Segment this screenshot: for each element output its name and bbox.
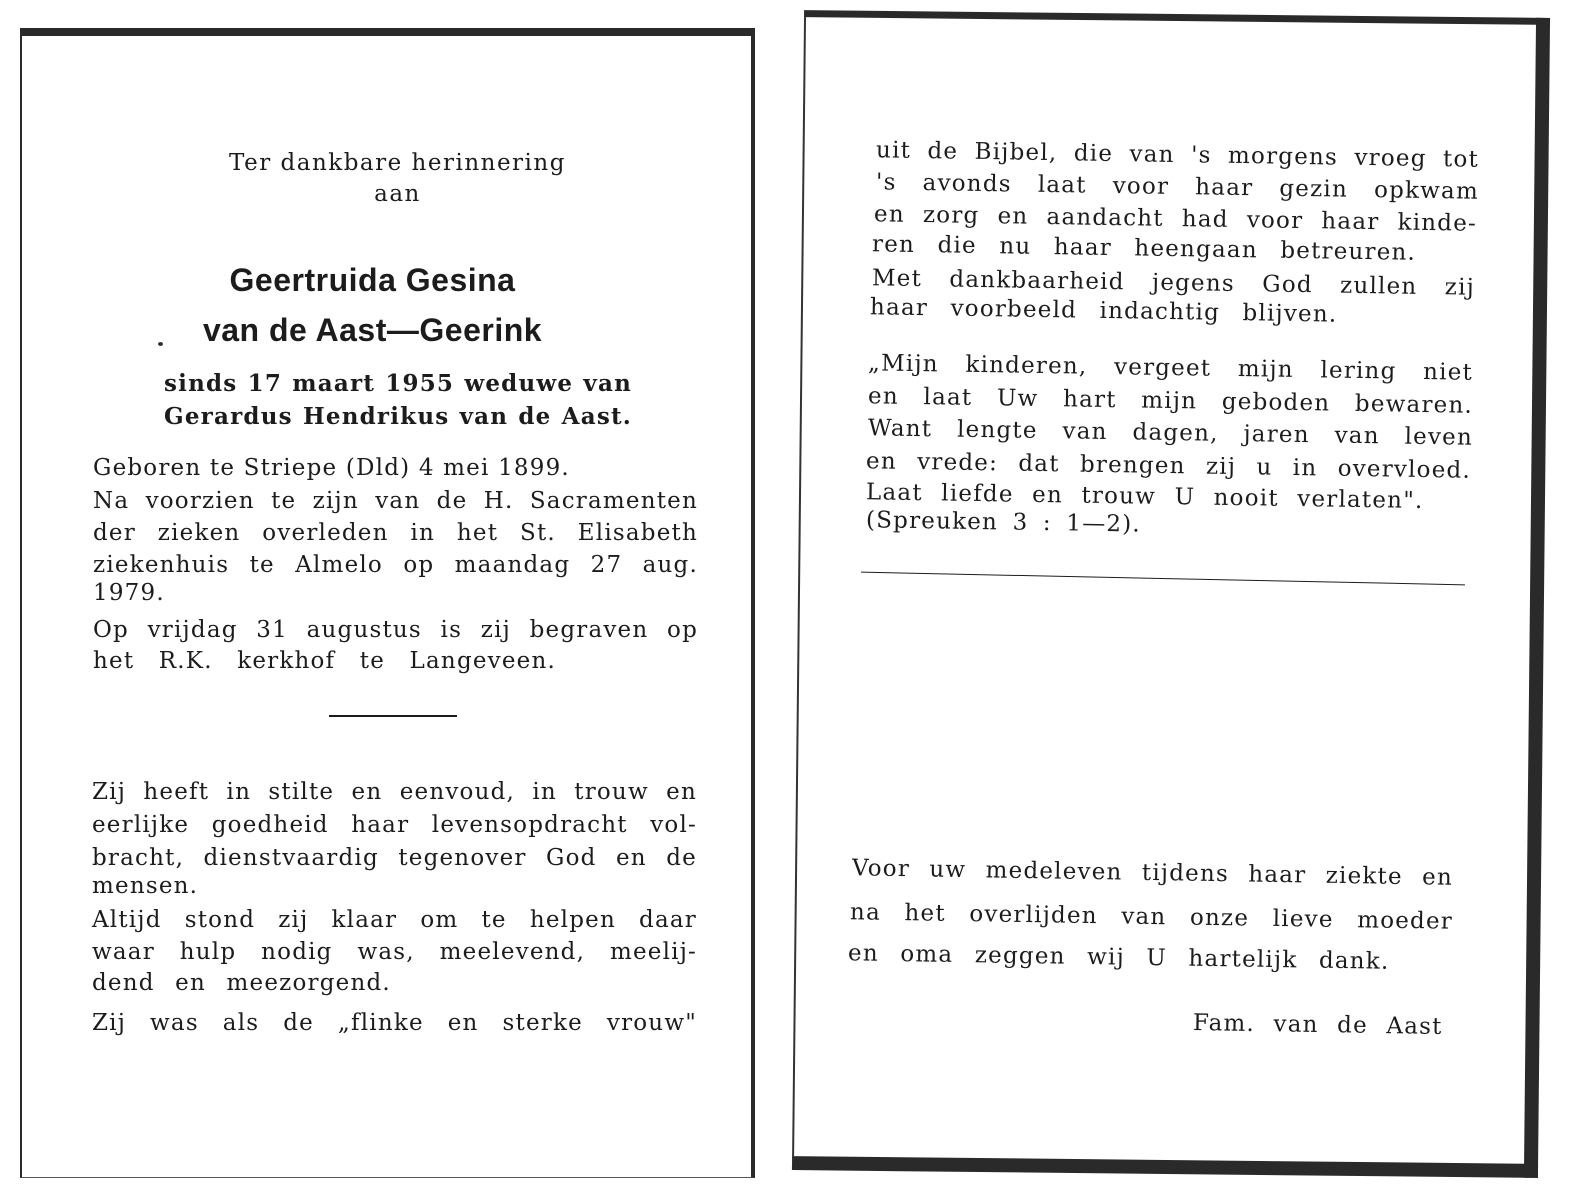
continuation-line-3: en zorg en aandacht had voor haar kinde- (873, 201, 1478, 237)
tribute-line-7: dend en meezorgend. (92, 970, 391, 996)
deceased-name-line-1: Geertruida Gesina (229, 262, 516, 298)
widow-line-1: sinds 17 maart 1955 weduwe van (164, 370, 632, 397)
quote-line-1: „Mijn kinderen, vergeet mijn lering niet (867, 350, 1474, 386)
quote-line-3: Want lengte van dagen, jaren van leven (867, 415, 1474, 451)
tribute-line-6: waar hulp nodig was, meelevend, meelij- (92, 939, 697, 965)
tribute-line-1: Zij heeft in stilte en eenvoud, in trouw en (92, 779, 697, 805)
thanks-line-1: Voor uw medeleven tijdens haar ziekte en (851, 855, 1454, 891)
continuation-line-2: 's avonds laat voor haar gezin opkwam (875, 169, 1480, 205)
tribute-line-5: Altijd stond zij klaar om te helpen daar (92, 907, 697, 933)
heading-line-1: Ter dankbare herinnering (229, 150, 566, 176)
quote-line-4: en vrede: dat brengen zij u in overvloed. (865, 448, 1472, 484)
tribute-line-4: mensen. (92, 873, 199, 899)
continuation-line-4: ren die nu haar heengaan betreuren. (871, 231, 1417, 266)
ink-speck (158, 342, 163, 346)
bio-line-3: der zieken overleden in het St. Elisabeth (93, 520, 698, 546)
family-signature: Fam. van de Aast (1192, 1010, 1443, 1040)
bio-line-1: Geboren te Striepe (Dld) 4 mei 1899. (93, 455, 570, 481)
deceased-name-line-2: van de Aast—Geerink (202, 312, 543, 348)
tribute-line-3: bracht, dienstvaardig tegenover God en de (92, 845, 697, 871)
quote-line-6: (Spreuken 3 : 1—2). (865, 507, 1142, 538)
continuation-line-1: uit de Bijbel, die van 's morgens vroeg tot (875, 137, 1480, 173)
continuation-line-5: Met dankbaarheid jegens God zullen zij (871, 265, 1476, 301)
continuation-line-6: haar voorbeeld indachtig blijven. (869, 294, 1338, 328)
separator-short (329, 715, 457, 717)
thanks-line-2: na het overlijden van onze lieve moeder (849, 899, 1454, 935)
bio-line-7: het R.K. kerkhof te Langeveen. (93, 648, 557, 674)
tribute-line-8: Zij was als de „flinke en sterke vrouw" (92, 1010, 697, 1036)
heading-line-2: aan (374, 181, 421, 207)
bio-line-2: Na voorzien te zijn van de H. Sacramenten (93, 488, 698, 514)
widow-line-2: Gerardus Hendrikus van de Aast. (164, 403, 632, 430)
bio-line-4: ziekenhuis te Almelo op maandag 27 aug. (93, 552, 698, 578)
quote-line-2: en laat Uw hart mijn geboden bewaren. (867, 383, 1474, 419)
quote-line-5: Laat liefde en trouw U nooit verlaten". (865, 479, 1424, 515)
bio-line-6: Op vrijdag 31 augustus is zij begraven op (93, 617, 698, 643)
bio-line-5: 1979. (93, 580, 165, 606)
thanks-line-3: en oma zeggen wij U hartelijk dank. (847, 940, 1390, 975)
tribute-line-2: eerlijke goedheid haar levensopdracht vol- (92, 812, 697, 838)
